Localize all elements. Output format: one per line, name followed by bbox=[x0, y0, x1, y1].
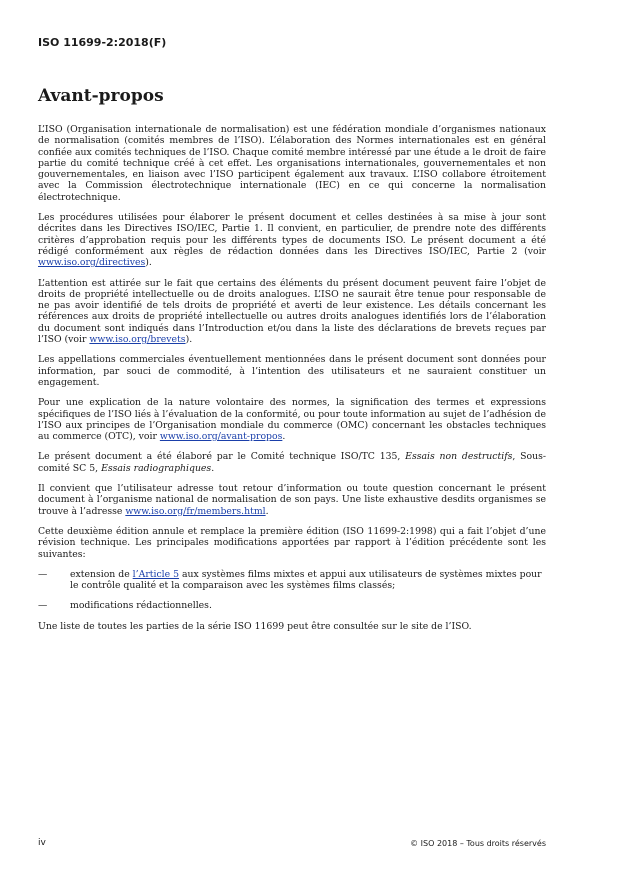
subcommittee-title: Essais radiographiques bbox=[101, 462, 212, 474]
standard-identifier: ISO 11699-2:2018(F) bbox=[38, 36, 167, 49]
paragraph-edition: Cette deuxième édition annule et remplace la première édition (ISO 11699-2:1998) qui a fait l’objet d’une révision technique. Les principales modifications apportées par rapport à l’édition précédente sont les suivantes: bbox=[38, 525, 546, 560]
paragraph-iso-intro: L’ISO (Organisation internationale de normalisation) est une fédération mondiale d’organismes nationaux de normalisation (comités membres de l’ISO). L’élaboration des Normes internationales est en général confiée aux comités techniques de l’ISO. Chaque comité membre intéressé par une étude a le droit de faire partie du comité technique créé à cet effet. Les organisations internationales, gouvernementales et non gouvernementales, en liaison avec l’ISO participent également aux travaux. L’ISO collabore étroitement avec la Commission électrotechnique internationale (IEC) en ce qui concerne la normalisation électrotechnique. bbox=[38, 124, 546, 203]
paragraph-patents bbox=[38, 278, 546, 346]
paragraph-series: Une liste de toutes les parties de la série ISO 11699 peut être consultée sur le site de l’ISO. bbox=[38, 620, 472, 632]
copyright-notice: © ISO 2018 – Tous droits réservés bbox=[410, 839, 546, 848]
paragraph-voluntary-nature bbox=[38, 397, 546, 442]
paragraph-trade-names: Les appellations commerciales éventuellement mentionnées dans le présent document sont données pour information, par souci de commodité, à l’intention des utilisateurs et ne sauraient constituer un engagement. bbox=[38, 354, 546, 388]
paragraph-text-end: . bbox=[265, 505, 269, 517]
paragraph-text-mid: , Sous-comité SC 5, bbox=[38, 451, 546, 474]
paragraph-text: L’attention est attirée sur le fait que certains des éléments du présent document peuvent faire l’objet de droits de propriété intellectuelle ou de droits analogues. L’ISO ne saurait être tenue pour responsable de ne pas avoir identifié de tels droits de propriété et averti de leur existence. Les détails concernant les références aux droits de propriété intellectuelle ou autres droits analogues identifiés lors de l’élaboration du document sont indiqués dans l’Introduction et/ou dans la liste des déclarations de brevets reçues par l’ISO (voir bbox=[38, 277, 546, 346]
avant-propos-link[interactable]: www.iso.org/avant-propos bbox=[159, 431, 283, 443]
list-item-text: modifications rédactionnelles. bbox=[70, 600, 212, 612]
paragraph-text: Les procédures utilisées pour élaborer le présent document et celles destinées à sa mise à jour sont décrites dans les Directives ISO/IEC, Partie 1. Il convient, en particulier, de prendre note des différents critères d’approbation requis pour les différents types de documents ISO. Le présent document a été rédigé conformément aux règles de rédaction données dans les Directives ISO/IEC, Partie 2 (voir bbox=[38, 212, 546, 257]
page-number: iv bbox=[38, 838, 46, 848]
paragraph-text: Le présent document a été élaboré par le Comité technique ISO/TC 135, bbox=[38, 451, 406, 463]
list-item bbox=[38, 569, 546, 592]
paragraph-text-end: . bbox=[211, 462, 215, 474]
paragraph-text: Pour une explication de la nature volontaire des normes, la signification des termes et expressions spécifiques de l’ISO liés à l’évaluation de la conformité, ou pour toute information au sujet de l’adhésion de l’ISO aux principes de l’Organisation mondiale du commerce (OMC) concernant les obstacles techniques au commerce (OTC), voir bbox=[38, 397, 546, 443]
list-dash: — bbox=[38, 600, 48, 612]
directives-link[interactable]: www.iso.org/directives bbox=[38, 257, 146, 269]
paragraph-text-end: ). bbox=[185, 334, 193, 346]
article-5-link[interactable]: l’Article 5 bbox=[132, 568, 180, 580]
committee-title: Essais non destructifs bbox=[405, 451, 513, 463]
list-dash: — bbox=[38, 568, 48, 580]
members-link[interactable]: www.iso.org/fr/members.html bbox=[125, 505, 266, 517]
paragraph-text: Il convient que l’utilisateur adresse tout retour d’information ou toute question concernant le présent document à l’organisme national de normalisation de son pays. Une liste exhaustive desdits organismes se trouve à l’adresse bbox=[38, 483, 546, 517]
paragraph-procedures bbox=[38, 212, 546, 268]
list-item-text bbox=[70, 569, 546, 592]
paragraph-text-end: . bbox=[282, 431, 286, 443]
document-body bbox=[38, 124, 546, 641]
paragraph-feedback bbox=[38, 483, 546, 517]
page-title: Avant-propos bbox=[38, 86, 164, 106]
paragraph-committee bbox=[38, 451, 546, 474]
brevets-link[interactable]: www.iso.org/brevets bbox=[89, 334, 186, 346]
list-item-prefix: extension de bbox=[70, 568, 133, 580]
list-item-suffix: aux systèmes films mixtes et appui aux utilisateurs de systèmes mixtes pour le contrôle qualité et la comparaison avec les systèmes films classés; bbox=[70, 568, 542, 592]
list-item bbox=[38, 600, 546, 611]
paragraph-text-end: ). bbox=[145, 257, 152, 269]
